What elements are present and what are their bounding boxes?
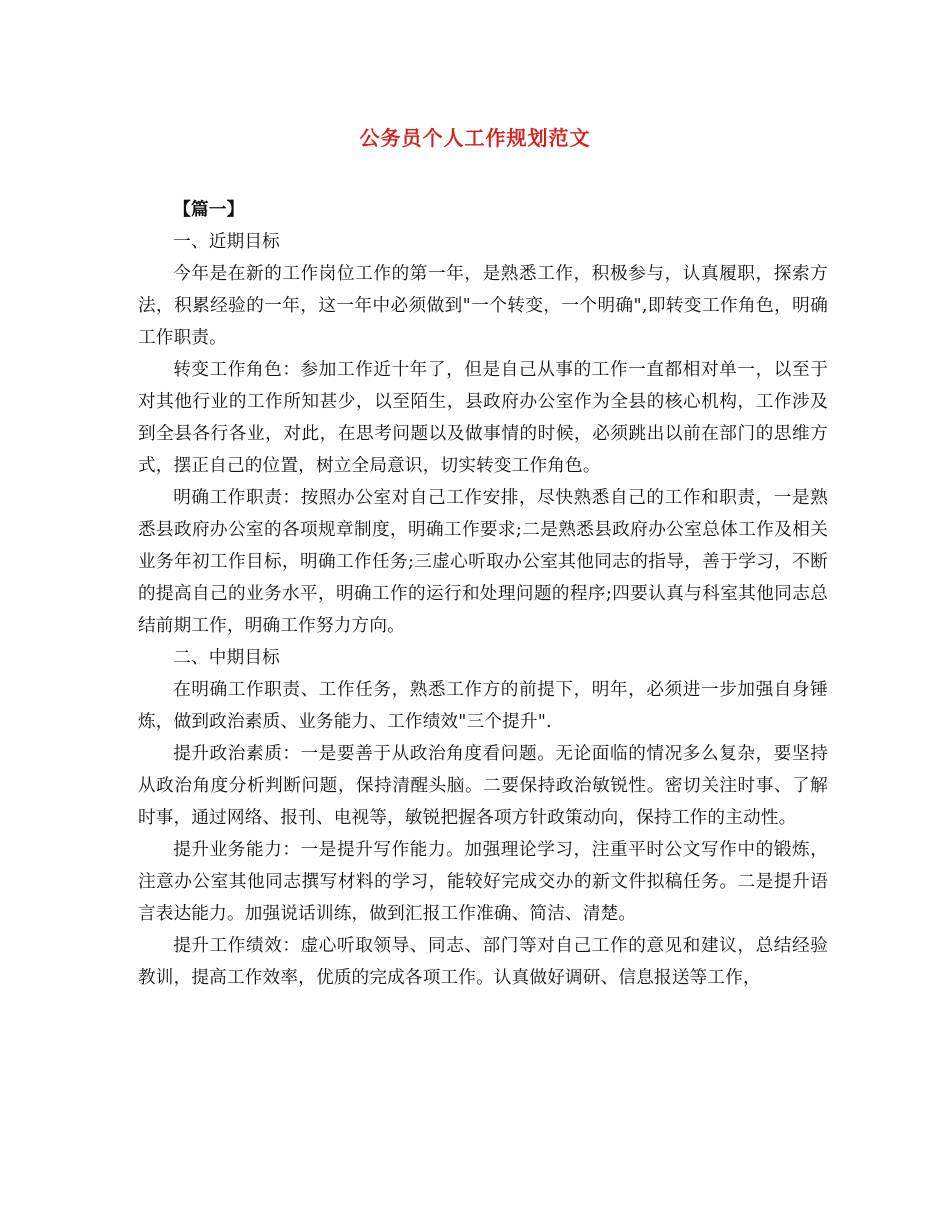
paragraph: 提升工作绩效：虚心听取领导、同志、部门等对自己工作的意见和建议，总结经验教训，提高工作效率，优质的完成各项工作。认真做好调研、信息报送等工作， <box>138 936 828 988</box>
document-title: 公务员个人工作规划范文 <box>359 126 591 150</box>
section-label: 【篇一】 <box>173 199 245 220</box>
paragraph: 今年是在新的工作岗位工作的第一年，是熟悉工作，积极参与，认真履职，探索方法，积累经验的一年，这一年中必须做到"一个转变，一个明确",即转变工作角色，明确工作职责。 <box>138 264 828 348</box>
paragraph: 提升政治素质：一是要善于从政治角度看问题。无论面临的情况多么复杂，要坚持从政治角度分析判断问题，保持清醒头脑。二要保持政治敏锐性。密切关注时事、了解时事，通过网络、报刊、电视等，敏锐把握各项方针政策动向，保持工作的主动性。 <box>138 744 828 828</box>
document-body <box>138 194 828 994</box>
paragraph: 明确工作职责：按照办公室对自己工作安排，尽快熟悉自己的工作和职责，一是熟悉县政府办公室的各项规章制度，明确工作要求;二是熟悉县政府办公室总体工作及相关业务年初工作目标，明确工作任务;三虚心听取办公室其他同志的指导，善于学习，不断的提高自己的业务水平，明确工作的运行和处理问题的程序;四要认真与科室其他同志总结前期工作，明确工作努力方向。 <box>138 488 828 636</box>
paragraph: 在明确工作职责、工作任务，熟悉工作方的前提下，明年，必须进一步加强自身锤炼，做到政治素质、业务能力、工作绩效"三个提升". <box>138 680 828 732</box>
heading-short-term-goals: 一、近期目标 <box>173 232 280 252</box>
paragraph: 转变工作角色：参加工作近十年了，但是自己从事的工作一直都相对单一，以至于对其他行业的工作所知甚少，以至陌生，县政府办公室作为全县的核心机构，工作涉及到全县各行各业，对此，在思考问题以及做事情的时候，必须跳出以前在部门的思维方式，摆正自己的位置，树立全局意识，切实转变工作角色。 <box>138 360 828 476</box>
paragraph: 提升业务能力：一是提升写作能力。加强理论学习，注重平时公文写作中的锻炼，注意办公室其他同志撰写材料的学习，能较好完成交办的新文件拟稿任务。二是提升语言表达能力。加强说话训练，做到汇报工作准确、简洁、清楚。 <box>138 840 828 924</box>
heading-mid-term-goals: 二、中期目标 <box>173 648 280 668</box>
